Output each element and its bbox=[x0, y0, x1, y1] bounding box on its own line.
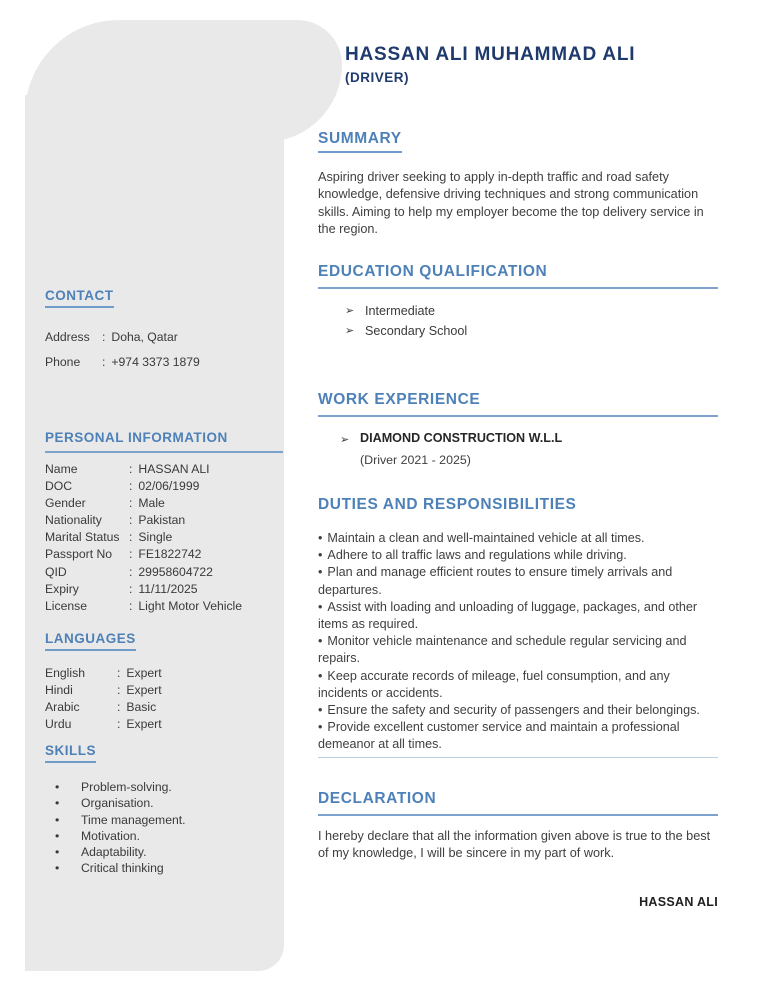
skill-text: Time management. bbox=[81, 812, 186, 827]
dot-bullet-icon: • bbox=[318, 703, 323, 718]
field-value: Pakistan bbox=[138, 513, 186, 528]
field-value: Single bbox=[138, 530, 173, 545]
dot-bullet-icon: • bbox=[55, 812, 60, 827]
language-row bbox=[45, 716, 283, 733]
field-value: Expert bbox=[126, 717, 162, 731]
list-item bbox=[318, 530, 718, 547]
list-item bbox=[318, 719, 718, 753]
field-value: Expert bbox=[126, 666, 162, 680]
section-duties bbox=[318, 496, 718, 754]
section-personal-information bbox=[45, 430, 283, 615]
field-value: Light Motor Vehicle bbox=[138, 598, 243, 613]
duty-text: Adhere to all traffic laws and regulations while driving. bbox=[327, 548, 627, 563]
header-block bbox=[345, 44, 725, 85]
signature-name: HASSAN ALI bbox=[639, 895, 718, 909]
section-divider bbox=[318, 757, 718, 758]
contact-row-address bbox=[45, 330, 283, 345]
field-value: 02/06/1999 bbox=[138, 479, 200, 494]
info-row bbox=[45, 461, 283, 478]
colon-separator: : bbox=[102, 355, 106, 369]
skills-heading: SKILLS bbox=[45, 743, 96, 763]
field-label: Arabic bbox=[45, 700, 80, 714]
work-company: DIAMOND CONSTRUCTION W.L.L bbox=[360, 431, 563, 445]
languages-rows bbox=[45, 665, 283, 733]
list-item bbox=[45, 828, 283, 844]
field-value: +974 3373 1879 bbox=[111, 355, 200, 369]
field-label: Address bbox=[45, 330, 90, 344]
dot-bullet-icon: • bbox=[318, 565, 323, 580]
field-value: Male bbox=[138, 496, 165, 511]
colon-separator: : bbox=[129, 530, 133, 545]
duty-text: Ensure the safety and security of passengers and their belongings. bbox=[327, 703, 700, 718]
field-value: Basic bbox=[126, 700, 157, 714]
page-title: HASSAN ALI MUHAMMAD ALI bbox=[345, 44, 636, 65]
dot-bullet-icon: • bbox=[55, 861, 60, 876]
field-label: Name bbox=[45, 462, 78, 476]
language-row bbox=[45, 699, 283, 716]
list-item bbox=[318, 668, 718, 702]
field-label: Hindi bbox=[45, 683, 73, 697]
field-label: Urdu bbox=[45, 717, 72, 731]
info-row bbox=[45, 581, 283, 598]
info-row bbox=[45, 529, 283, 546]
field-value: Doha, Qatar bbox=[111, 330, 178, 344]
list-item bbox=[318, 633, 718, 667]
list-item bbox=[345, 301, 718, 321]
dot-bullet-icon: • bbox=[55, 780, 60, 794]
summary-text: Aspiring driver seeking to apply in-depth traffic and road safety knowledge, defensive driving techniques and strong communication skills. Aiming to help my employer become the top delivery service in the region. bbox=[318, 170, 704, 236]
duty-text: Provide excellent customer service and maintain a professional demeanor at all times. bbox=[318, 720, 680, 752]
skill-text: Problem-solving. bbox=[81, 780, 172, 794]
declaration-heading: DECLARATION bbox=[318, 790, 718, 816]
colon-separator: : bbox=[117, 683, 121, 697]
duties-heading: DUTIES AND RESPONSIBILITIES bbox=[318, 496, 577, 513]
dot-bullet-icon: • bbox=[55, 828, 60, 843]
field-label: License bbox=[45, 598, 88, 613]
skill-text: Critical thinking bbox=[81, 861, 164, 876]
colon-separator: : bbox=[129, 462, 133, 476]
colon-separator: : bbox=[129, 581, 133, 596]
duty-text: Maintain a clean and well-maintained vehicle at all times. bbox=[327, 531, 645, 545]
list-item bbox=[318, 564, 718, 598]
section-declaration bbox=[318, 790, 718, 863]
field-label: Phone bbox=[45, 355, 81, 369]
personal-info-heading: PERSONAL INFORMATION bbox=[45, 430, 283, 453]
contact-heading: CONTACT bbox=[45, 288, 114, 308]
section-languages bbox=[45, 630, 283, 733]
dot-bullet-icon: • bbox=[55, 796, 60, 811]
field-value: 29958604722 bbox=[138, 564, 213, 579]
colon-separator: : bbox=[129, 547, 133, 562]
list-item bbox=[45, 844, 283, 860]
dot-bullet-icon: • bbox=[318, 531, 323, 545]
info-row bbox=[45, 478, 283, 495]
section-education bbox=[318, 263, 718, 341]
field-value: HASSAN ALI bbox=[138, 462, 210, 476]
colon-separator: : bbox=[129, 496, 133, 511]
duty-text: Assist with loading and unloading of luggage, packages, and other items as required. bbox=[318, 599, 698, 632]
skill-text: Organisation. bbox=[81, 796, 154, 811]
info-row bbox=[45, 598, 283, 615]
education-list bbox=[318, 301, 718, 341]
section-work-experience bbox=[318, 391, 718, 469]
arrow-bullet-icon: ➢ bbox=[345, 325, 355, 337]
duty-text: Keep accurate records of mileage, fuel consumption, and any incidents or accidents. bbox=[318, 668, 670, 700]
contact-rows bbox=[45, 330, 283, 370]
list-item bbox=[318, 599, 718, 633]
skill-text: Adaptability. bbox=[81, 845, 147, 860]
summary-heading: SUMMARY bbox=[318, 130, 402, 153]
education-heading: EDUCATION QUALIFICATION bbox=[318, 263, 718, 289]
list-item bbox=[45, 860, 283, 876]
field-label: Marital Status bbox=[45, 530, 120, 545]
field-label: Gender bbox=[45, 496, 86, 511]
job-title: (DRIVER) bbox=[345, 70, 409, 85]
dot-bullet-icon: • bbox=[55, 845, 60, 860]
field-label: Passport No bbox=[45, 547, 113, 562]
list-item bbox=[318, 547, 718, 564]
skills-list bbox=[45, 779, 283, 877]
arrow-bullet-icon: ➢ bbox=[340, 434, 350, 446]
personal-info-rows bbox=[45, 461, 283, 615]
dot-bullet-icon: • bbox=[318, 548, 323, 563]
duty-text: Plan and manage efficient routes to ensure timely arrivals and departures. bbox=[318, 565, 673, 597]
declaration-text: I hereby declare that all the information given above is true to the best of my knowledge, I will be sincere in my part of work. bbox=[318, 829, 711, 861]
duties-list bbox=[318, 530, 718, 754]
field-label: DOC bbox=[45, 479, 73, 494]
field-label: QID bbox=[45, 564, 67, 579]
info-row bbox=[45, 495, 283, 512]
signature-block bbox=[318, 893, 718, 911]
list-item bbox=[345, 321, 718, 341]
education-item-label: Intermediate bbox=[365, 304, 436, 318]
skill-text: Motivation. bbox=[81, 828, 140, 843]
dot-bullet-icon: • bbox=[318, 720, 323, 735]
field-value: FE1822742 bbox=[138, 547, 202, 562]
colon-separator: : bbox=[129, 479, 133, 494]
dot-bullet-icon: • bbox=[318, 599, 323, 614]
colon-separator: : bbox=[117, 700, 121, 714]
education-item-label: Secondary School bbox=[365, 324, 468, 338]
list-item bbox=[45, 795, 283, 811]
language-row bbox=[45, 682, 283, 699]
colon-separator: : bbox=[129, 513, 133, 528]
work-period: (Driver 2021 - 2025) bbox=[360, 453, 471, 467]
field-value: 11/11/2025 bbox=[138, 581, 198, 596]
language-row bbox=[45, 665, 283, 682]
languages-heading: LANGUAGES bbox=[45, 631, 136, 651]
info-row bbox=[45, 512, 283, 529]
arrow-bullet-icon: ➢ bbox=[345, 305, 355, 317]
colon-separator: : bbox=[129, 564, 133, 579]
list-item bbox=[318, 702, 718, 719]
section-summary bbox=[318, 130, 718, 238]
colon-separator: : bbox=[117, 666, 121, 680]
section-contact bbox=[45, 287, 283, 370]
list-item bbox=[45, 779, 283, 795]
colon-separator: : bbox=[129, 598, 133, 613]
work-heading: WORK EXPERIENCE bbox=[318, 391, 718, 417]
field-value: Expert bbox=[126, 683, 162, 697]
field-label: Nationality bbox=[45, 513, 102, 528]
colon-separator: : bbox=[117, 717, 121, 731]
duty-text: Monitor vehicle maintenance and schedule regular servicing and repairs. bbox=[318, 634, 687, 666]
dot-bullet-icon: • bbox=[318, 668, 323, 683]
colon-separator: : bbox=[102, 330, 106, 344]
list-item bbox=[45, 812, 283, 828]
dot-bullet-icon: • bbox=[318, 634, 323, 649]
section-skills bbox=[45, 742, 283, 877]
field-label: English bbox=[45, 666, 85, 680]
info-row bbox=[45, 564, 283, 581]
info-row bbox=[45, 546, 283, 563]
work-entry bbox=[340, 430, 718, 450]
contact-row-phone bbox=[45, 355, 283, 370]
field-label: Expiry bbox=[45, 581, 79, 596]
